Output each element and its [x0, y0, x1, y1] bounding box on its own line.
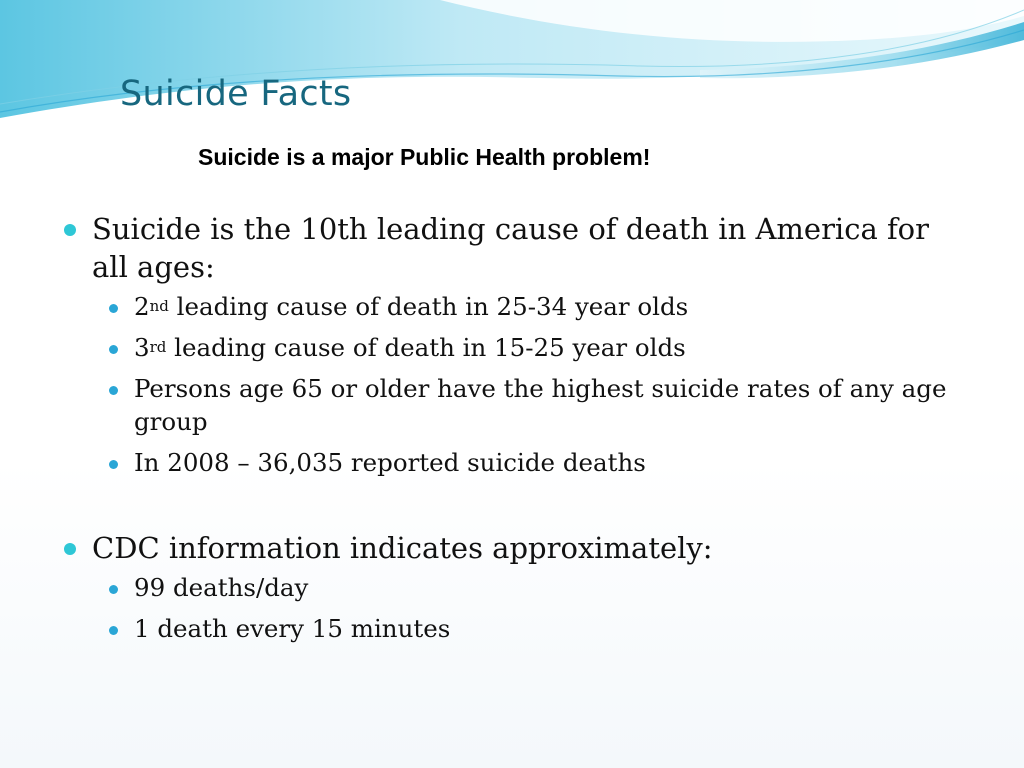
slide-subtitle: Suicide is a major Public Health problem! [198, 144, 651, 170]
spacer [62, 487, 967, 529]
sub-bullet-item [62, 290, 967, 323]
sub-bullet-dot-icon [109, 345, 118, 354]
bullet-dot-icon [64, 543, 76, 555]
sub-bullet-item [62, 571, 967, 604]
ordinal-suffix: rd [149, 338, 167, 356]
bullet-text: Suicide is the 10th leading cause of death in America for all ages: [92, 212, 930, 284]
bullet-item-cdc-info [62, 529, 967, 567]
sub-bullet-text: leading cause of death in 25-34 year olds [168, 292, 689, 321]
bullet-list [62, 210, 967, 653]
sub-bullet-list [62, 290, 967, 479]
sub-bullet-list [62, 571, 967, 645]
sub-bullet-dot-icon [109, 304, 118, 313]
ordinal-number: 2 [134, 292, 150, 321]
sub-bullet-item [62, 612, 967, 645]
sub-bullet-item [62, 331, 967, 364]
sub-bullet-text: 1 death every 15 minutes [134, 614, 451, 643]
bullet-item-top-cause [62, 210, 967, 286]
sub-bullet-item [62, 446, 967, 479]
sub-bullet-text: In 2008 – 36,035 reported suicide deaths [134, 448, 646, 477]
sub-bullet-dot-icon [109, 626, 118, 635]
sub-bullet-dot-icon [109, 585, 118, 594]
bullet-dot-icon [64, 224, 76, 236]
sub-bullet-text: leading cause of death in 15-25 year olds [166, 333, 686, 362]
sub-bullet-dot-icon [109, 460, 118, 469]
bullet-text: CDC information indicates approximately: [92, 531, 713, 565]
ordinal-suffix: nd [149, 297, 169, 315]
slide-title: Suicide Facts [120, 74, 352, 114]
ordinal-number: 3 [134, 333, 150, 362]
sub-bullet-item [62, 372, 967, 438]
sub-bullet-text: 99 deaths/day [134, 573, 309, 602]
sub-bullet-dot-icon [109, 386, 118, 395]
sub-bullet-text: Persons age 65 or older have the highest suicide rates of any age group [134, 374, 947, 436]
